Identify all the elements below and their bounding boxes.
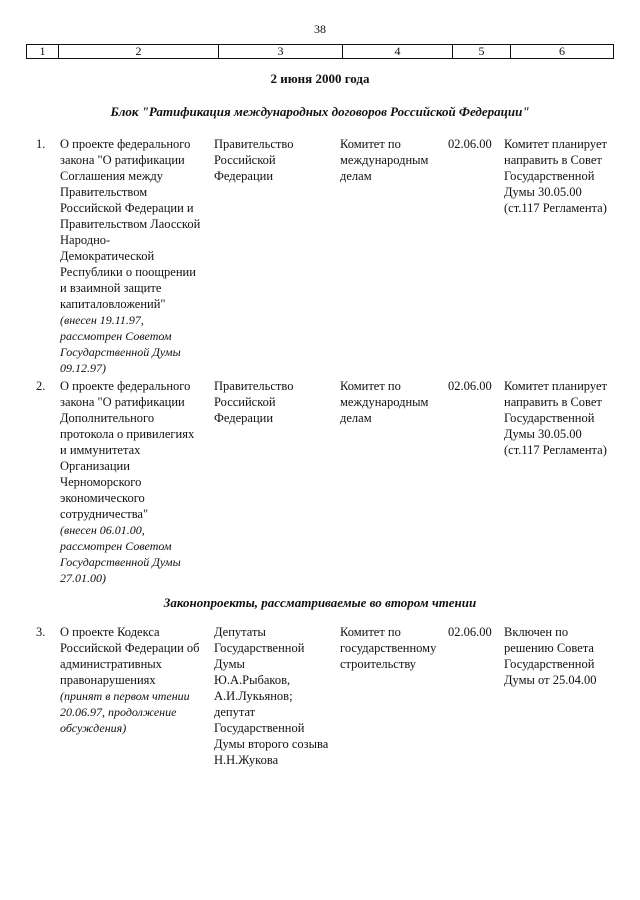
item-note: (внесен 06.01.00, [60, 523, 145, 537]
item-status: Комитет планирует направить в Совет Государственной Думы 30.05.00 (ст.117 Регламента) [504, 137, 607, 215]
item-date: 02.06.00 [448, 625, 492, 639]
item-title: О проекте Кодекса Российской Федерации об административных правонарушениях (принят в первом чтении 20.06.97, продолжение обсуждения) [60, 624, 210, 736]
page-number: 38 [314, 22, 326, 36]
item-title: О проекте федерального закона "О ратификации Дополнительного протокола о привилегиях и иммунитетах Организации Черноморского экономического сотрудничества" (внесен 06.01.00, рассмотрен Советом Государственной Думы 27.01.00) [60, 378, 210, 586]
item-initiator: Правительство Российской Федерации [214, 379, 294, 425]
item-number: 2. [36, 379, 46, 393]
item-committee: Комитет по международным делам [340, 137, 429, 183]
column-number-row [26, 44, 614, 59]
section-title-ratification: Блок "Ратификация международных договоров Российской Федерации" [110, 104, 530, 119]
column-number-6: 6 [559, 44, 565, 58]
item-note: (принят в первом чтении [60, 689, 190, 703]
item-date: 02.06.00 [448, 137, 492, 151]
column-number-1: 1 [27, 45, 59, 58]
column-number-4: 4 [343, 45, 453, 58]
item-status: Комитет планирует направить в Совет Государственной Думы 30.05.00 (ст.117 Регламента) [504, 379, 607, 457]
column-number-2: 2 [59, 45, 219, 58]
item-date: 02.06.00 [448, 379, 492, 393]
item-committee: Комитет по международным делам [340, 379, 429, 425]
item-note: (внесен 19.11.97, [60, 313, 144, 327]
item-initiator: Правительство Российской Федерации [214, 137, 294, 183]
item-number: 3. [36, 625, 46, 639]
column-number-5: 5 [453, 45, 511, 58]
item-number: 1. [36, 137, 46, 151]
date-heading: 2 июня 2000 года [270, 71, 370, 86]
item-initiator: Депутаты Государственной Думы Ю.А.Рыбаков, А.И.Лукьянов; депутат Государственной Думы второго созыва Н.Н.Жукова [214, 625, 329, 767]
item-title: О проекте федерального закона "О ратификации Соглашения между Правительством Российской Федерации и Правительством Лаосской Народно- Демократической Республики о поощрении и взаимной защите капиталовложений" (внесен 19.11.97, рассмотрен Советом Государственной Думы 09.12.97) [60, 136, 210, 376]
item-committee: Комитет по государственному строительству [340, 625, 437, 671]
column-number-3: 3 [219, 45, 343, 58]
section-title-second-reading: Законопроекты, рассматриваемые во втором чтении [163, 595, 477, 610]
item-status: Включен по решению Совета Государственной Думы от 25.04.00 [504, 625, 597, 687]
